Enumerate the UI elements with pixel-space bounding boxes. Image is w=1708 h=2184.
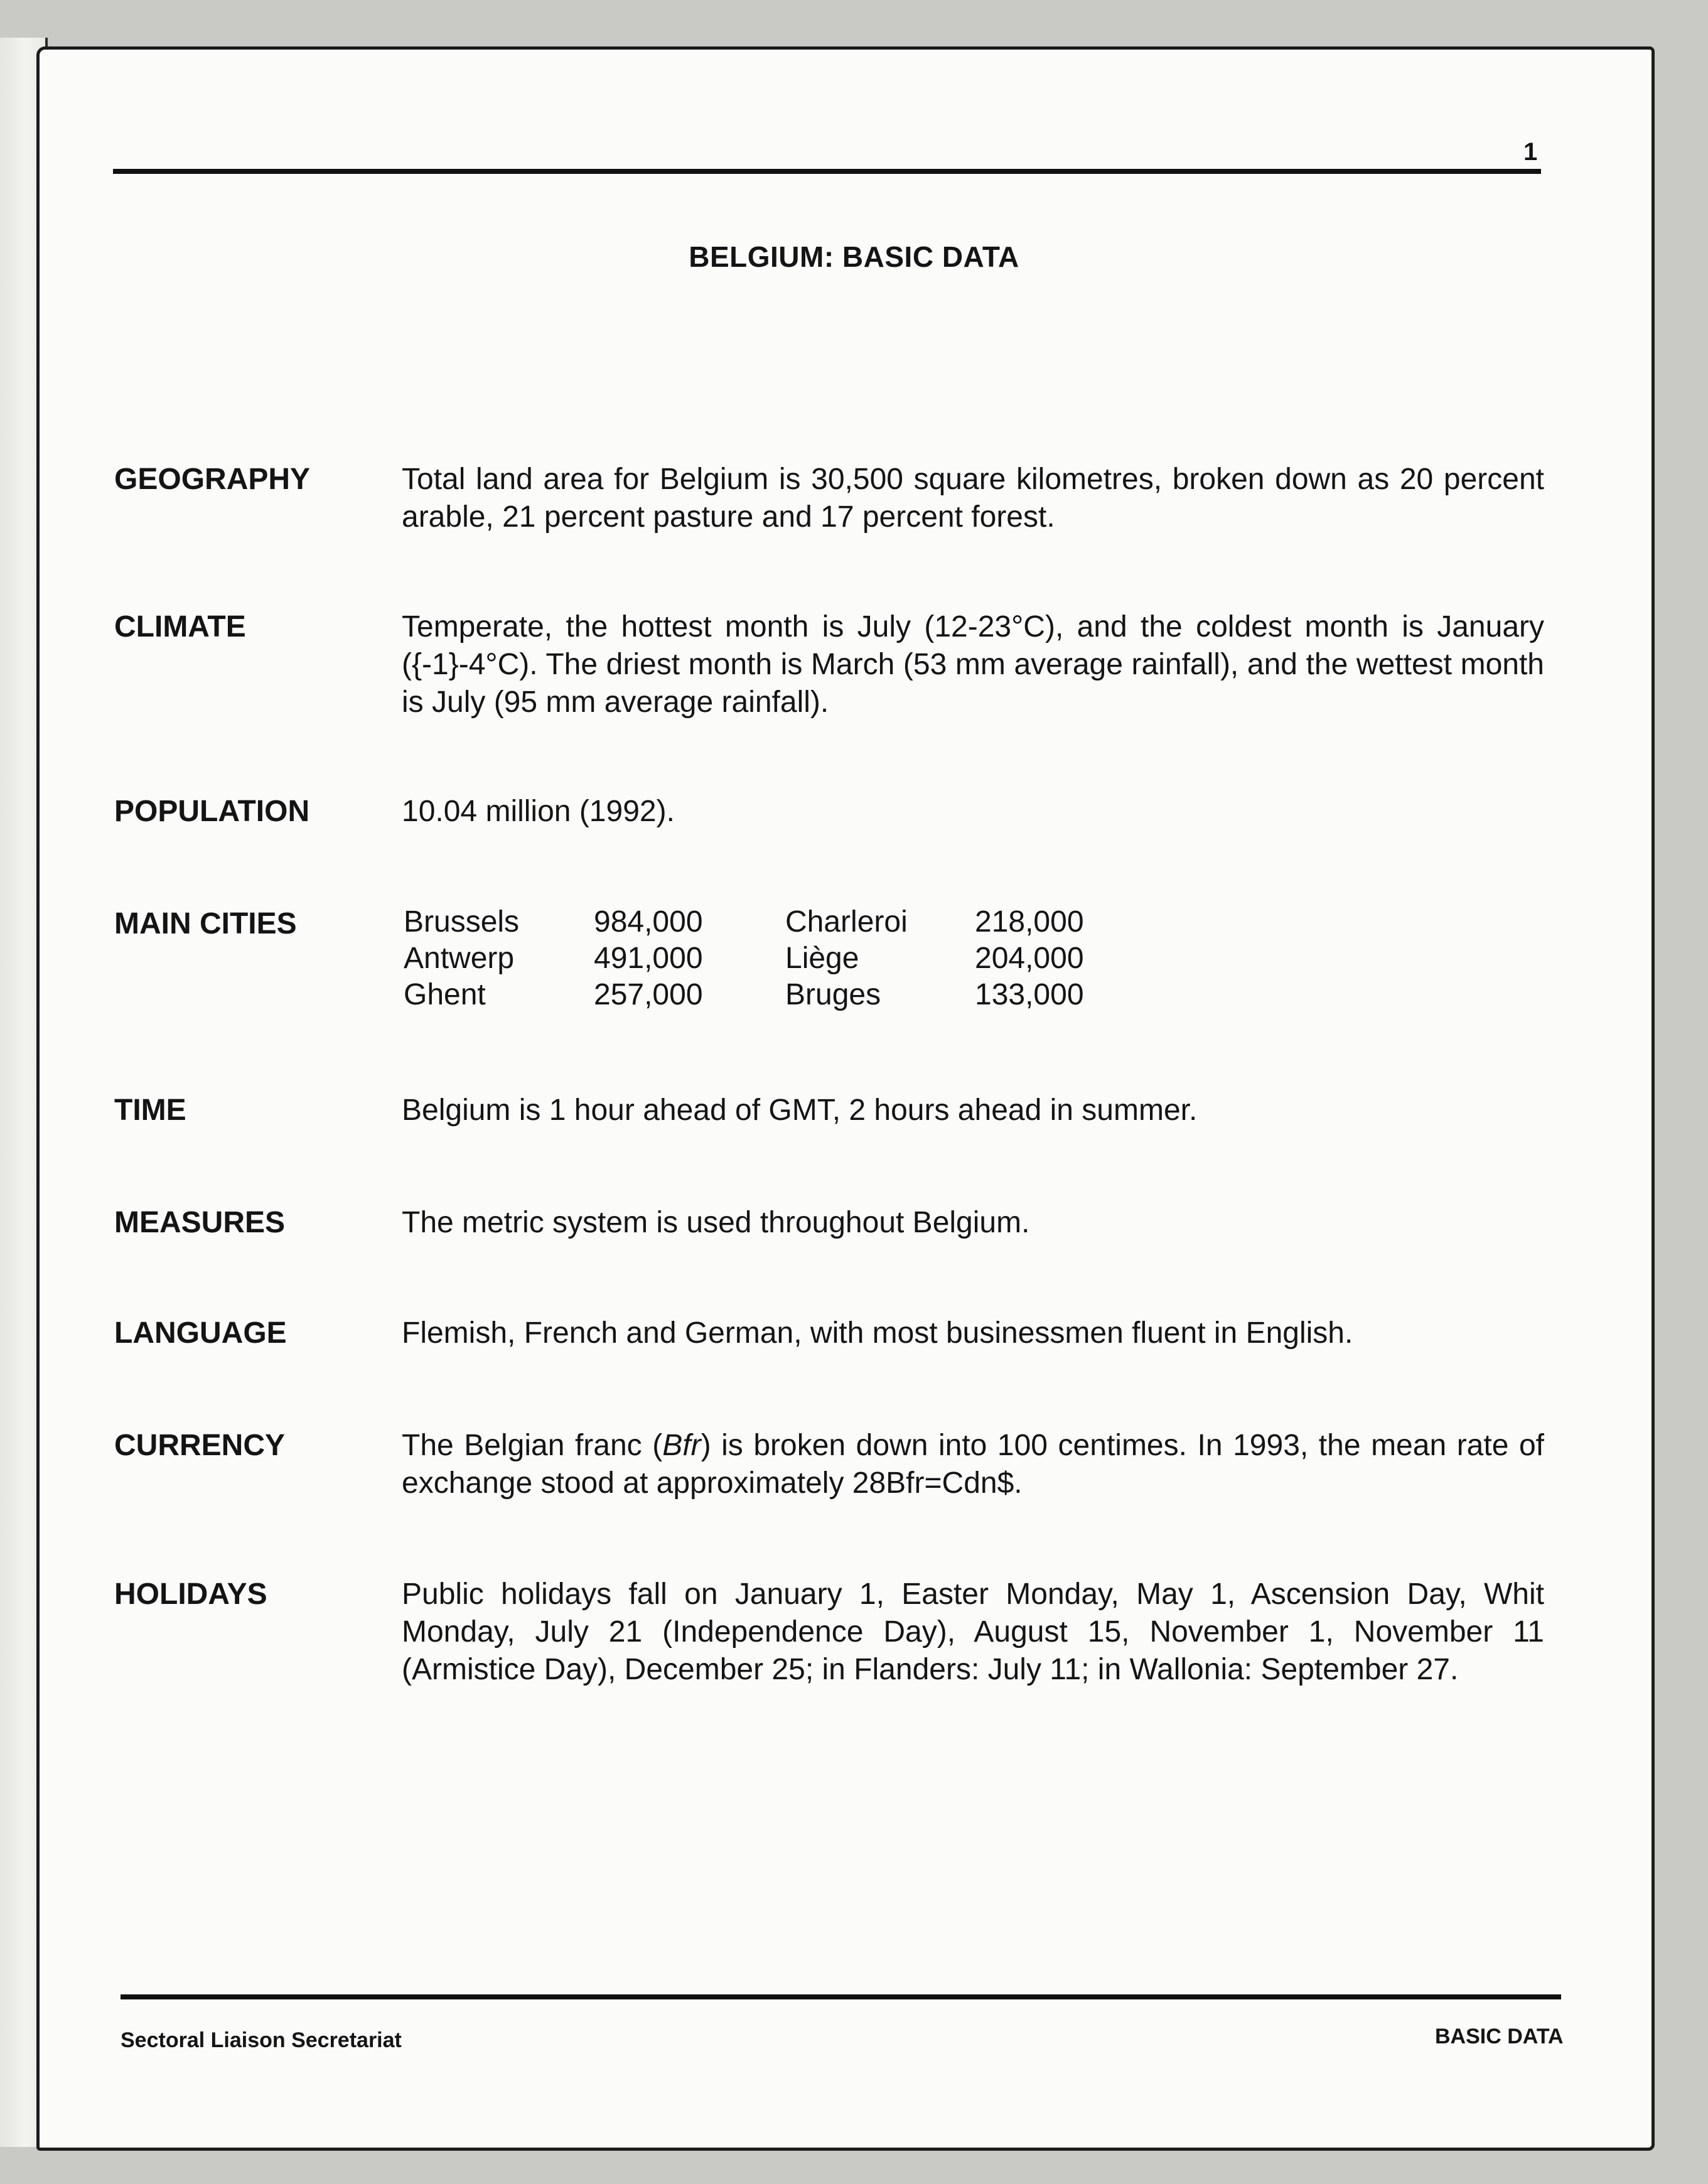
climate-label: CLIMATE (114, 610, 246, 643)
city-name: Charleroi (785, 905, 908, 939)
footer-rule (121, 1994, 1561, 1999)
currency-text (402, 1427, 1544, 1502)
time-label: TIME (114, 1094, 186, 1127)
page-number: 1 (1523, 138, 1538, 166)
holidays-label: HOLIDAYS (114, 1578, 267, 1611)
measures-label: MEASURES (114, 1206, 286, 1239)
language-label: LANGUAGE (114, 1316, 287, 1350)
city-row (404, 904, 1157, 940)
city-name: Brussels (404, 905, 520, 939)
city-population: 133,000 (975, 978, 1084, 1011)
city-population: 204,000 (975, 942, 1084, 975)
measures-text: The metric system is used throughout Belgium. (402, 1206, 1030, 1239)
city-row (404, 940, 1157, 977)
city-row (404, 977, 1157, 1013)
city-population: 984,000 (594, 905, 703, 939)
city-name: Bruges (785, 978, 881, 1011)
language-text: Flemish, French and German, with most businessmen fluent in English. (402, 1316, 1353, 1350)
currency-label: CURRENCY (114, 1429, 286, 1462)
header-rule (113, 169, 1541, 174)
city-name: Liège (785, 942, 859, 975)
currency-text-start: The Belgian franc ( (402, 1429, 663, 1462)
document-title: BELGIUM: BASIC DATA (689, 240, 1019, 273)
city-population: 218,000 (975, 905, 1084, 939)
currency-text-end: ) is broken down into 100 centimes. In 1993, the mean rate of exchange stood at approximately 28Bfr=Cdn$. (402, 1429, 1545, 1500)
currency-abbreviation: Bfr (662, 1429, 701, 1462)
climate-text: Temperate, the hottest month is July (12-23°C), and the coldest month is January ({-1}-4°C). The driest month is March (53 mm average rainfall), and the wettest month is July (95 mm average rainfall). (402, 610, 1544, 719)
geography-text: Total land area for Belgium is 30,500 square kilometres, broken down as 20 percent arable, 21 percent pasture and 17 percent forest. (402, 463, 1544, 534)
city-name: Antwerp (404, 942, 515, 975)
city-name: Ghent (404, 978, 486, 1011)
population-text: 10.04 million (1992). (402, 795, 675, 828)
city-population: 257,000 (594, 978, 703, 1011)
main-cities-table (404, 904, 1157, 1013)
time-text: Belgium is 1 hour ahead of GMT, 2 hours ahead in summer. (402, 1094, 1198, 1127)
geography-label: GEOGRAPHY (114, 463, 311, 496)
city-population: 491,000 (594, 942, 703, 975)
holidays-text: Public holidays fall on January 1, Easter Monday, May 1, Ascension Day, Whit Monday, July 21 (Independence Day), August 15, November 1, November 11 (Armistice Day), December 25; in Flanders: July 11; in Wallonia: September 27. (402, 1578, 1544, 1686)
main-cities-label: MAIN CITIES (114, 907, 297, 940)
footer-organization: Sectoral Liaison Secretariat (121, 2028, 402, 2052)
population-label: POPULATION (114, 795, 310, 828)
footer-section-name: BASIC DATA (1435, 2025, 1564, 2048)
